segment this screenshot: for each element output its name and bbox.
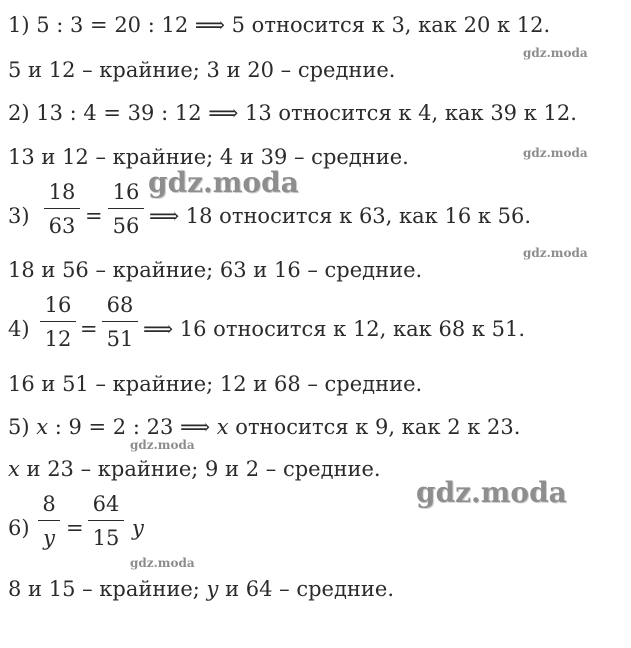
- denominator: 56: [112, 214, 140, 238]
- line-4: 13 и 12 – крайние; 4 и 39 – средние.: [8, 145, 409, 169]
- fraction-bar: [88, 520, 124, 521]
- fraction-bar: [108, 208, 144, 209]
- fraction-bar: [44, 208, 80, 209]
- numerator: 18: [48, 180, 76, 204]
- numerator: 16: [112, 180, 140, 204]
- item-4-label: 4): [8, 317, 30, 341]
- line-12: [8, 576, 394, 602]
- numerator: 68: [106, 293, 134, 317]
- line-2: 5 и 12 – крайние; 3 и 20 – средние.: [8, 58, 396, 82]
- variable-x: x: [36, 415, 49, 439]
- line-9: [8, 414, 520, 440]
- variable-y: y: [132, 516, 144, 540]
- variable-x: x: [8, 457, 20, 481]
- equals-sign: =: [80, 317, 98, 341]
- denominator: 63: [48, 214, 76, 238]
- fraction-bar: [38, 520, 60, 521]
- fraction-8-y: [38, 492, 60, 550]
- watermark-logo: gdz.moda: [130, 556, 195, 570]
- watermark-logo: gdz.moda: [148, 166, 299, 199]
- watermark-logo: gdz.moda: [523, 246, 588, 260]
- item-3-label: 3): [8, 204, 30, 228]
- watermark-logo: gdz.moda: [130, 438, 195, 452]
- variable-x: x: [216, 415, 229, 439]
- watermark-logo: gdz.moda: [523, 46, 588, 60]
- item-4-statement: ⟹ 16 относится к 12, как 68 к 51.: [143, 317, 526, 341]
- watermark-logo: gdz.moda: [523, 146, 588, 160]
- line-1: 1) 5 : 3 = 20 : 12 ⟹ 5 относится к 3, как 20 к 12.: [8, 13, 551, 37]
- denominator: 51: [106, 327, 134, 351]
- item-3-statement: ⟹ 18 относится к 63, как 16 к 56.: [149, 204, 532, 228]
- fraction-bar: [40, 321, 76, 322]
- numerator: 16: [44, 293, 72, 317]
- item-5-extremes-means: и 23 – крайние; 9 и 2 – средние.: [19, 457, 381, 481]
- item-6-label: 6): [8, 516, 30, 540]
- denominator: 12: [44, 327, 72, 351]
- numerator: 8: [42, 492, 56, 516]
- watermark-logo: gdz.moda: [416, 476, 567, 509]
- numerator: 64: [92, 492, 120, 516]
- line-6: 18 и 56 – крайние; 63 и 16 – средние.: [8, 258, 423, 282]
- variable-y: y: [206, 577, 219, 601]
- equals-sign: =: [66, 516, 84, 540]
- item-5-statement: относится к 9, как 2 к 23.: [228, 415, 521, 439]
- line-3: 2) 13 : 4 = 39 : 12 ⟹ 13 относится к 4, как 39 к 12.: [8, 101, 577, 125]
- item-6-extremes: 8 и 15 – крайние;: [8, 577, 207, 601]
- line-10: [8, 456, 381, 482]
- fraction-68-51: [102, 293, 138, 351]
- denominator: 15: [92, 526, 120, 550]
- item-6-means: и 64 – средние.: [218, 577, 394, 601]
- fraction-64-15: [88, 492, 124, 550]
- equals-sign: =: [85, 204, 103, 228]
- denominator: y: [43, 526, 55, 550]
- fraction-16-56: [108, 180, 144, 238]
- line-8: 16 и 51 – крайние; 12 и 68 – средние.: [8, 372, 423, 396]
- fraction-bar: [102, 321, 138, 322]
- item-5-label: 5): [8, 415, 37, 439]
- fraction-18-63: [44, 180, 80, 238]
- fraction-16-12: [40, 293, 76, 351]
- item-5-equation: : 9 = 2 : 23 ⟹: [48, 415, 217, 439]
